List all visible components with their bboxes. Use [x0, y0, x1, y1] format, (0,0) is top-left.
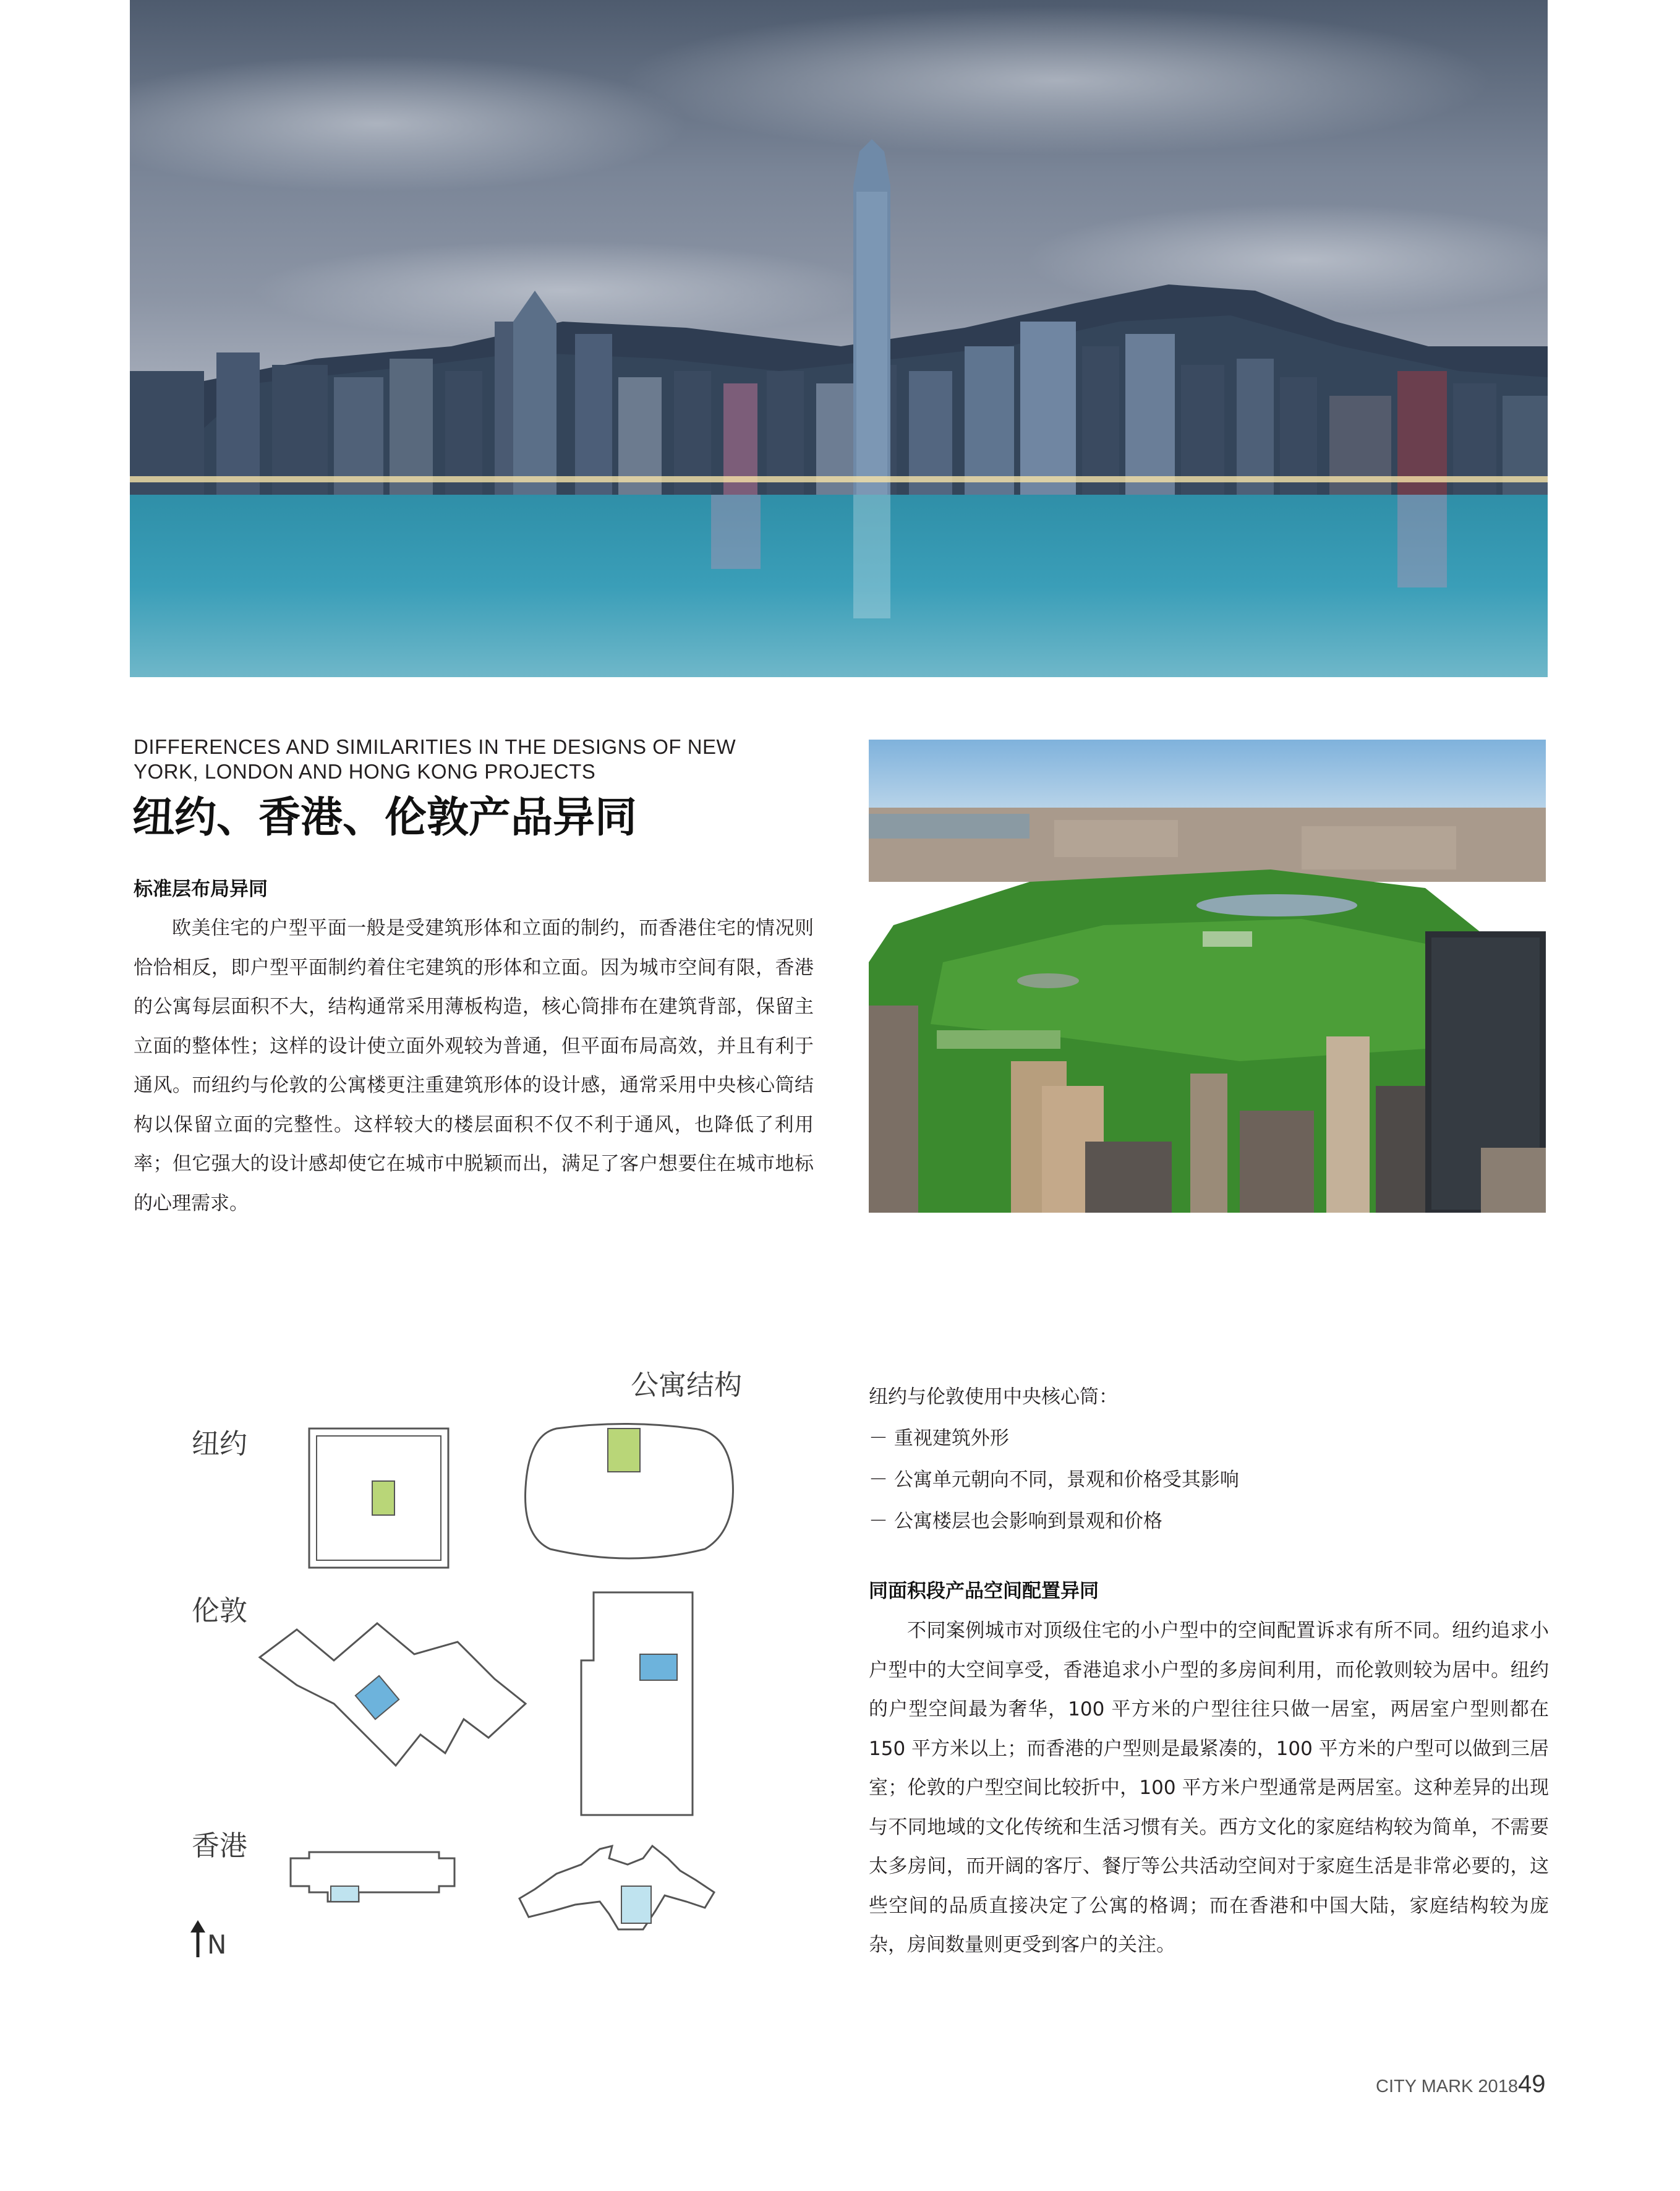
- diagram-title: 公寓结构: [631, 1369, 743, 1401]
- ny-core-a: [372, 1481, 394, 1515]
- hk-plan-a-outline: [291, 1852, 454, 1902]
- section-1-paragraph: 欧美住宅的户型平面一般是受建筑形体和立面的制约，而香港住宅的情况则恰恰相反，即户型平面制约着住宅建筑的形体和立面。因为城市空间有限，香港的公寓每层面积不大，结构通常采用薄板构造，核心筒排布在建筑背部，保留主立面的整体性；这样的设计使立面外观较为普通，但平面布局高效，并且有利于通风。而纽约与伦敦的公寓楼更注重建筑形体的设计感，通常采用中央核心筒结构以保留立面的完整性。这样较大的楼层面积不仅不利于通风，也降低了利用率；但它强大的设计感却使它在城市中脱颖而出，满足了客户想要住在城市地标的心理需求。: [134, 917, 814, 1215]
- hong-kong-skyline-photo: [130, 0, 1548, 677]
- english-subtitle: [134, 735, 789, 784]
- english-subtitle-line-2: YORK, LONDON AND HONG KONG PROJECTS: [134, 760, 596, 783]
- core-list-item: － 公寓楼层也会影响到景观和价格: [869, 1510, 1162, 1532]
- english-subtitle-line-1: DIFFERENCES AND SIMILARITIES IN THE DESIGNS OF NEW: [134, 735, 736, 758]
- london-plan-b-outline: [581, 1592, 693, 1815]
- hk-plan-b-outline: [519, 1846, 714, 1929]
- core-list-item: － 重视建筑外形: [869, 1427, 1009, 1450]
- row-label-london: 伦敦: [192, 1594, 248, 1627]
- apartment-structure-diagram: [173, 1370, 791, 1963]
- hk-core-b: [621, 1886, 651, 1923]
- london-core-b: [640, 1654, 677, 1680]
- ny-core-b: [608, 1429, 640, 1472]
- central-park-photo: [869, 740, 1546, 1213]
- section-2-body: [869, 1612, 1549, 1965]
- section-2-title: 同面积段产品空间配置异同: [869, 1580, 1099, 1602]
- chinese-title: 纽约、香港、伦敦产品异同: [132, 793, 637, 842]
- row-label-hong-kong: 香港: [192, 1829, 248, 1862]
- section-1-title: 标准层布局异同: [134, 878, 268, 900]
- hk-core-a: [331, 1886, 359, 1902]
- magazine-name: CITY MARK 2018: [1376, 2077, 1518, 2096]
- section-2-paragraph: 不同案例城市对顶级住宅的小户型中的空间配置诉求有所不同。纽约追求小户型中的大空间享受，香港追求小户型的多房间利用，而伦敦则较为居中。纽约的户型空间最为奢华，100 平方米的户型往往只做一居室，两居室户型则都在 150 平方米以上；而香港的户型则是最紧凑的，100 平方米的户型可以做到三居室；伦敦的户型空间比较折中，100 平方米户型通常是两居室。这种差异的出现与不同地域的文化传统和生活习惯有关。西方文化的家庭结构较为简单，不需要太多房间，而开阔的客厅、餐厅等公共活动空间对于家庭生活是非常必要的，这些空间的品质直接决定了公寓的格调；而在香港和中国大陆，家庭结构较为庞杂，房间数量则更受到客户的关注。: [869, 1620, 1549, 1956]
- london-core-a: [356, 1676, 399, 1719]
- core-list: [869, 1377, 1549, 1542]
- core-list-item: － 公寓单元朝向不同，景观和价格受其影响: [869, 1469, 1239, 1491]
- section-1-body: [134, 909, 814, 1223]
- row-label-new-york: 纽约: [192, 1427, 248, 1460]
- page-number: 49: [1518, 2070, 1546, 2098]
- north-label: N: [207, 1929, 227, 1960]
- core-list-intro: 纽约与伦敦使用中央核心筒：: [869, 1386, 1118, 1408]
